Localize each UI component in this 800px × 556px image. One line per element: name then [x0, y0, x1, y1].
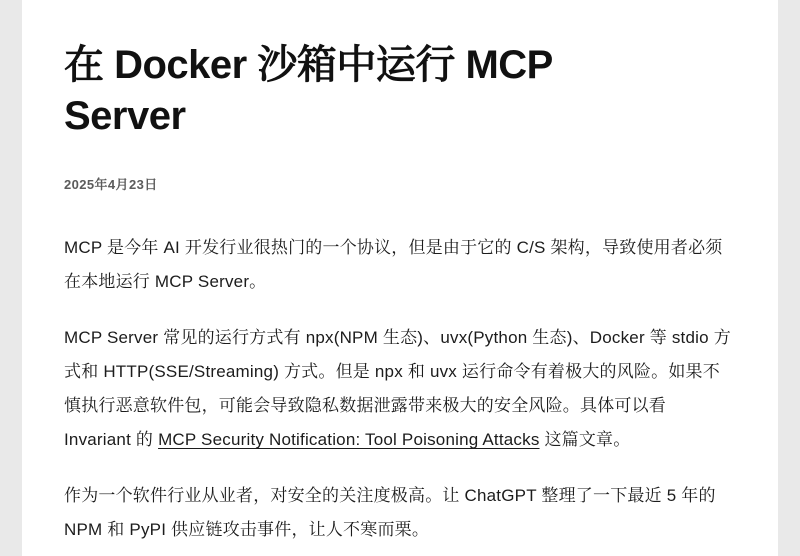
article-page: [22, 0, 778, 556]
paragraph-1-text: MCP 是今年 AI 开发行业很热门的一个协议，但是由于它的 C/S 架构，导致使用者必须在本地运行 MCP Server。: [64, 238, 723, 292]
paragraph-1: [64, 231, 734, 299]
article-date: 2025年4月23日: [64, 177, 158, 193]
page-title: 在 Docker 沙箱中运行 MCP Server: [64, 43, 553, 139]
paragraph-3: [64, 479, 734, 547]
article-body: [64, 231, 738, 547]
paragraph-2-text-after: 这篇文章。: [539, 430, 631, 450]
paragraph-2-text-before: MCP Server 常见的运行方式有 npx(NPM 生态)、uvx(Python 生态)、Docker 等 stdio 方式和 HTTP(SSE/Streaming) 方式。但是 npx 和 uvx 运行命令有着极大的风险。如果不慎执行恶意软件包，可能会导致隐私数据泄露带来极大的安全风险。具体可以看 Invariant 的: [64, 328, 731, 450]
mcp-security-notification-link[interactable]: MCP Security Notification: Tool Poisoning Attacks: [158, 430, 540, 450]
article-content: [22, 0, 778, 547]
paragraph-3-text: 作为一个软件行业从业者，对安全的关注度极高。让 ChatGPT 整理了一下最近 5 年的 NPM 和 PyPI 供应链攻击事件，让人不寒而栗。: [64, 486, 716, 540]
paragraph-2: [64, 321, 734, 457]
